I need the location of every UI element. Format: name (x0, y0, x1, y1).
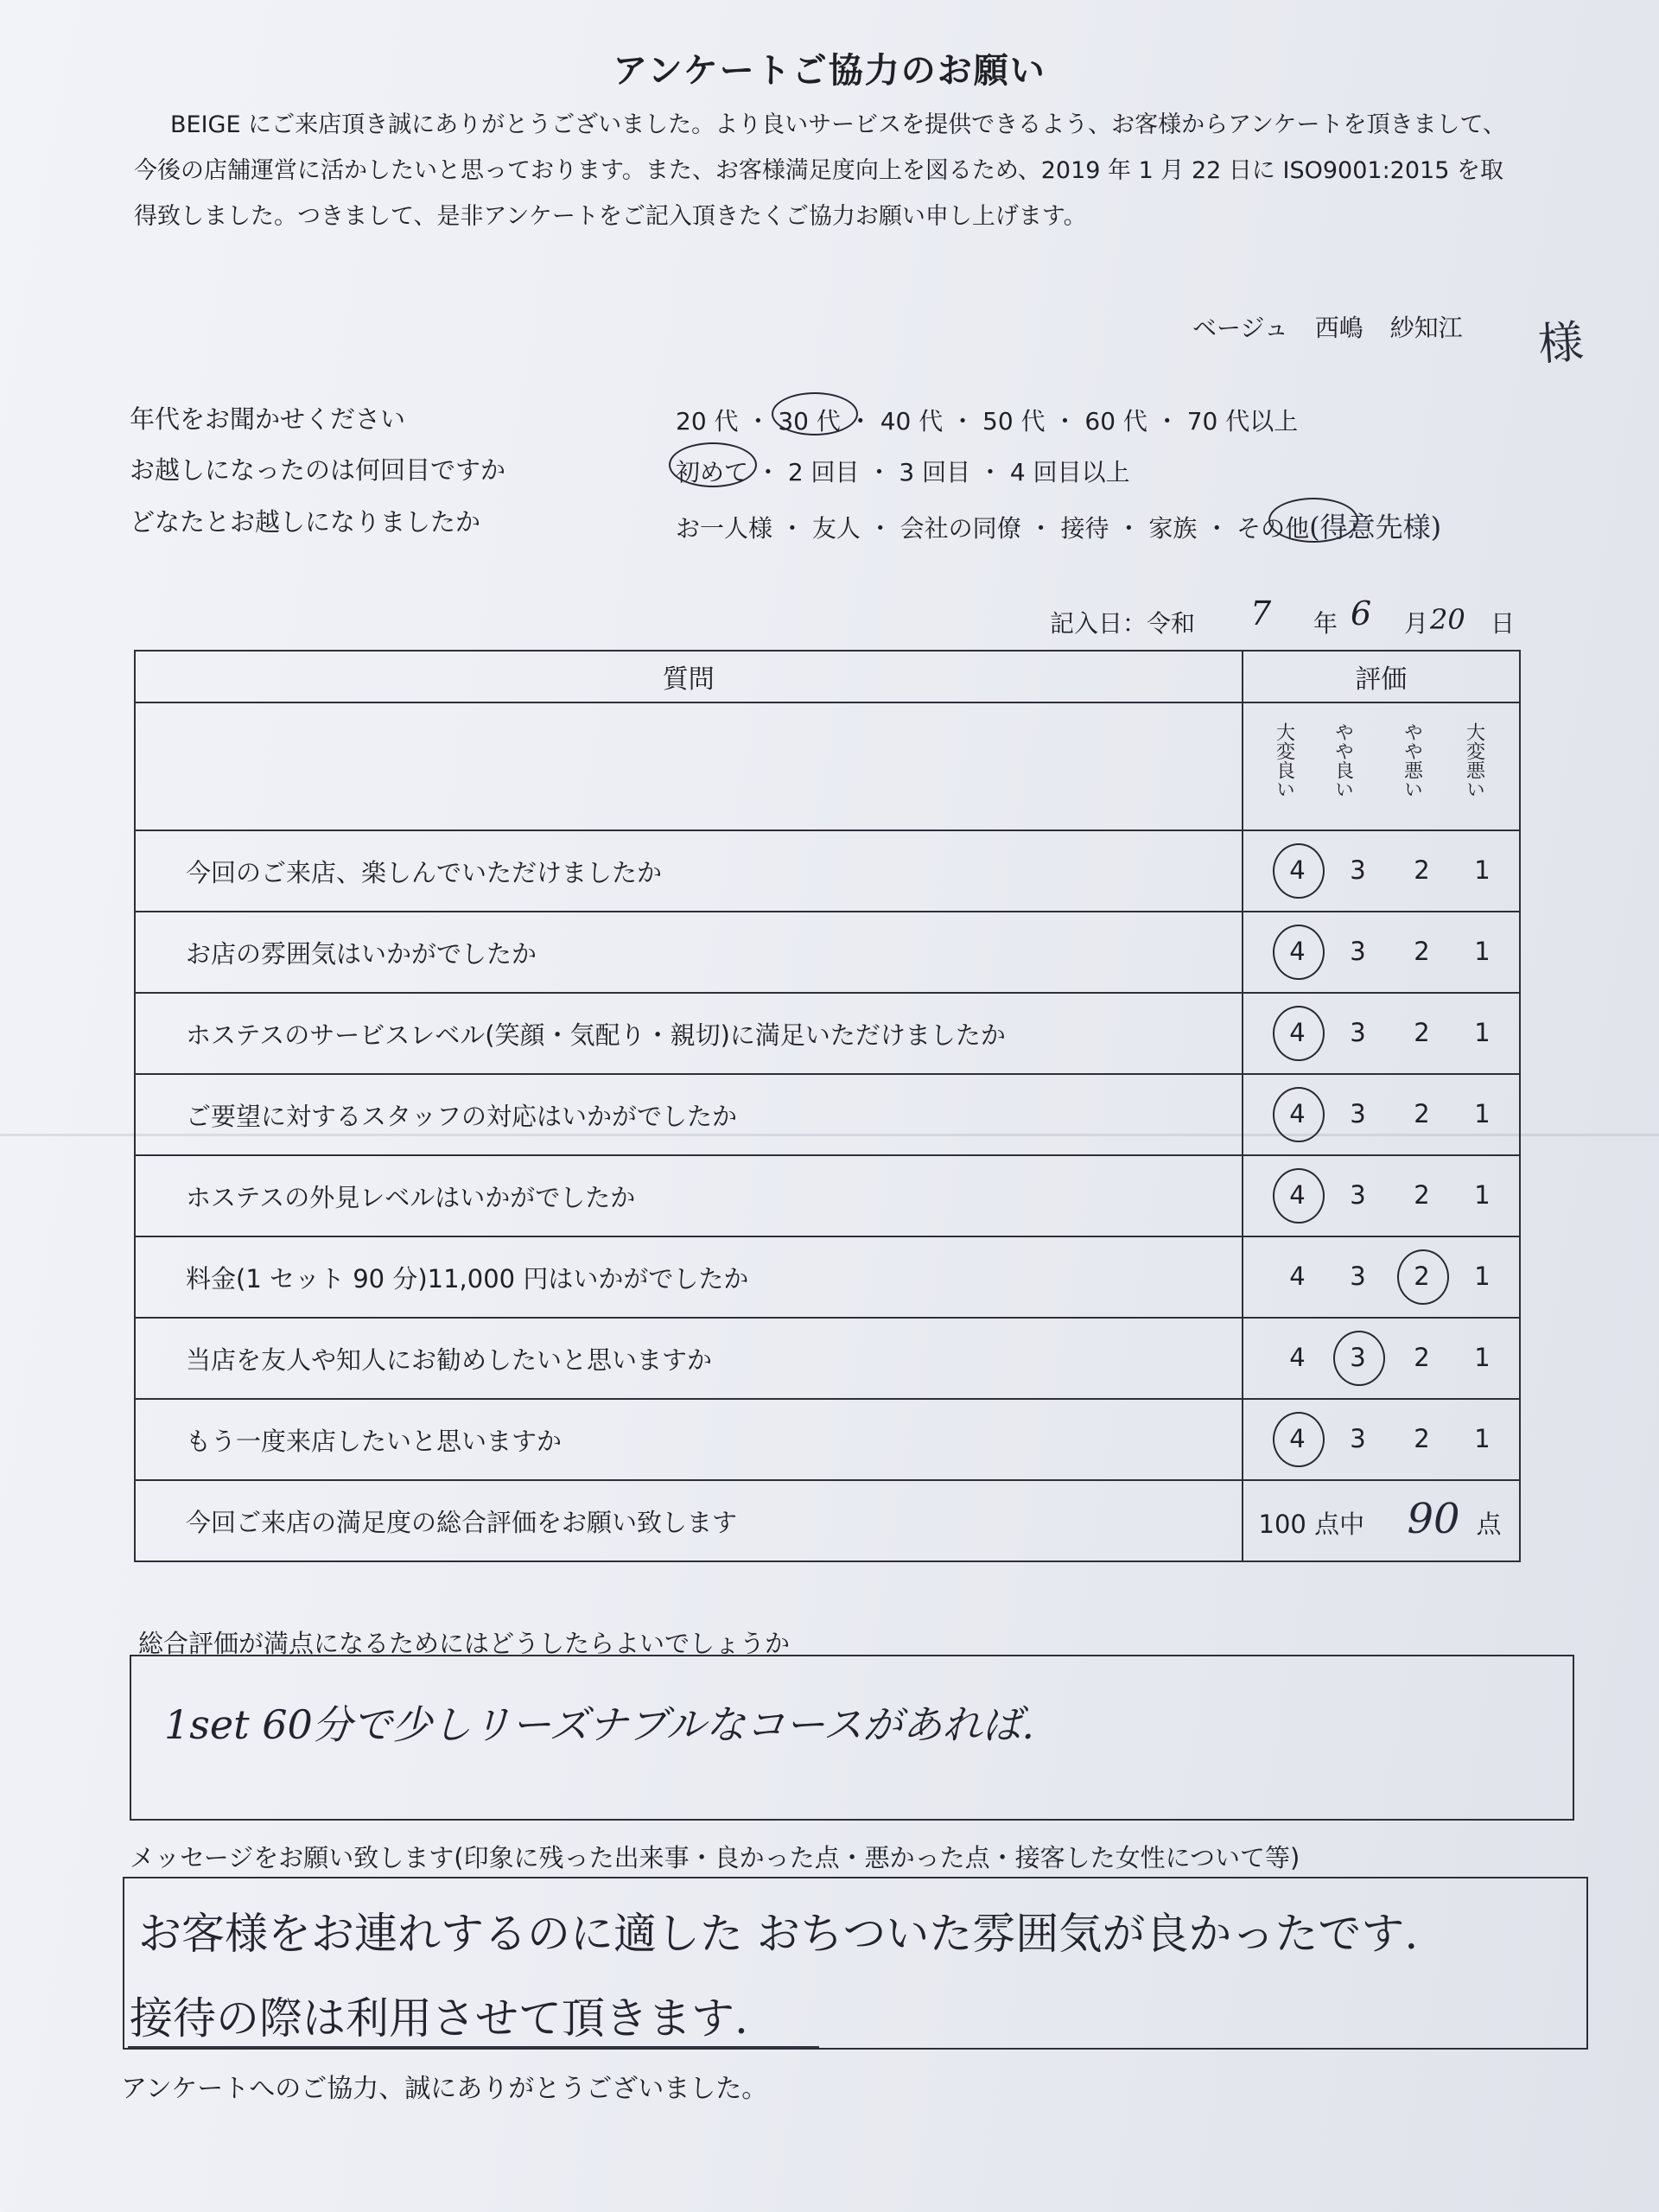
rating-question: もう一度来店したいと思いますか (135, 1399, 1243, 1480)
rating-value: 2 (1414, 855, 1430, 885)
companion-options: お一人様 ・ 友人 ・ 会社の同僚 ・ 接待 ・ 家族 ・ その他(得意先様) (676, 511, 1442, 543)
rating-value: 4 (1289, 1099, 1306, 1128)
companion-option: 家族 (1148, 514, 1198, 543)
rating-question: お店の雰囲気はいかがでしたか (135, 912, 1243, 993)
rating-options (1243, 1155, 1520, 1236)
rating-row (135, 1399, 1520, 1480)
rating-question: 料金(1 セット 90 分)11,000 円はいかがでしたか (135, 1236, 1243, 1318)
rating-value: 1 (1474, 1018, 1491, 1047)
age-option: 40 代 (880, 407, 944, 435)
signature: ベージュ 西嶋 紗知江 (1192, 314, 1463, 342)
rating-value: 1 (1474, 1343, 1491, 1372)
scale-label: 大変悪い (1463, 722, 1485, 798)
rating-value: 2 (1414, 1343, 1430, 1372)
handwritten-sama: 様 (1536, 316, 1586, 372)
selection-circle (1268, 498, 1358, 543)
rating-selection-circle (1397, 1249, 1449, 1305)
rating-value: 4 (1289, 1180, 1306, 1210)
question-header: 質問 (135, 651, 1243, 702)
rating-table (134, 650, 1521, 1562)
companion-option: 接待 (1060, 514, 1109, 543)
visit-count-question: お越しになったのは何回目ですか (130, 455, 506, 485)
visit-option: 2 回目 (787, 458, 860, 486)
rating-value: 2 (1414, 1262, 1430, 1291)
selection-circle (669, 442, 757, 487)
message-underline (128, 2046, 819, 2048)
rating-value: 1 (1474, 1180, 1491, 1210)
rating-value: 1 (1474, 1424, 1491, 1453)
date-month: 6 (1351, 594, 1372, 632)
closing-thanks: アンケートへのご協力、誠にありがとうございました。 (121, 2074, 768, 2104)
rating-options (1243, 993, 1520, 1074)
message-line-2: 接待の際は利用させて頂きます. (130, 1993, 748, 2044)
rating-value: 4 (1289, 1262, 1306, 1291)
rating-selection-circle (1273, 925, 1325, 980)
date-day: 20 (1430, 603, 1465, 636)
other-note-handwritten: (得意先様) (1309, 511, 1442, 543)
rating-row (135, 912, 1520, 993)
rating-value: 4 (1289, 937, 1306, 966)
page-title: アンケートご協力のお願い (613, 51, 1046, 91)
age-option: 70 代以上 (1186, 407, 1299, 435)
rating-options (1243, 912, 1520, 993)
rating-value: 3 (1350, 855, 1366, 885)
rating-row (135, 1318, 1520, 1399)
scale-label: やや悪い (1401, 722, 1423, 798)
visit-count-options: 初めて ・ 2 回目 ・ 3 回目 ・ 4 回目以上 (676, 458, 1130, 486)
rating-value: 2 (1414, 937, 1430, 966)
improve-answer-handwritten: 1set 60分で少しリーズナブルなコースがあれば. (164, 1701, 1034, 1748)
total-score-handwritten: 90 (1407, 1495, 1460, 1543)
rating-value: 3 (1350, 1099, 1366, 1128)
rating-value: 4 (1289, 1018, 1306, 1047)
total-question: 今回ご来店の満足度の総合評価をお願い致します (135, 1480, 1243, 1561)
rating-row (135, 1074, 1520, 1155)
rating-options (1243, 1318, 1520, 1399)
total-score-cell (1243, 1480, 1520, 1561)
selection-circle (772, 392, 858, 435)
rating-header: 評価 (1243, 651, 1520, 702)
month-unit: 月 (1404, 609, 1429, 638)
rating-row (135, 993, 1520, 1074)
rating-value: 1 (1474, 855, 1491, 885)
message-label: メッセージをお願い致します(印象に残った出来事・良かった点・悪かった点・接客した女性について等) (130, 1843, 1300, 1872)
rating-options (1243, 1074, 1520, 1155)
rating-value: 4 (1289, 1343, 1306, 1372)
companion-question: どなたとお越しになりましたか (130, 507, 481, 537)
rating-question: ご要望に対するスタッフの対応はいかがでしたか (135, 1074, 1243, 1155)
intro-paragraph: BEIGE にご来店頂き誠にありがとうございました。より良いサービスを提供できるよう、お客様からアンケートを頂きまして、今後の店舗運営に活かしたいと思っております。また、お客様満足度向上を図るため、2019 年 1 月 22 日に ISO9001:2015 を取得致しました。つきまして、是非アンケートをご記入頂きたくご協力お願い申し上げます。 (134, 111, 1506, 230)
rating-value: 1 (1474, 937, 1491, 966)
rating-value: 3 (1350, 1343, 1366, 1372)
blank-header-cell (135, 702, 1243, 830)
rating-value: 4 (1289, 1424, 1306, 1453)
total-label: 100 点中 (1258, 1510, 1365, 1539)
rating-value: 4 (1289, 855, 1306, 885)
rating-scale-labels (1243, 702, 1520, 830)
rating-selection-circle (1273, 1412, 1325, 1467)
rating-options (1243, 1236, 1520, 1318)
visit-option: 4 回目以上 (1009, 458, 1130, 486)
age-option-selected: 30 代 (778, 407, 841, 435)
rating-value: 3 (1350, 1018, 1366, 1047)
companion-option: 会社の同僚 (899, 514, 1021, 543)
rating-row (135, 1155, 1520, 1236)
entry-date (1050, 594, 1516, 639)
visit-option-selected: 初めて (676, 458, 749, 486)
rating-selection-circle (1273, 1087, 1325, 1142)
rating-question: ホステスの外見レベルはいかがでしたか (135, 1155, 1243, 1236)
improve-label: 総合評価が満点になるためにはどうしたらよいでしょうか (138, 1629, 791, 1658)
rating-value: 2 (1414, 1099, 1430, 1128)
day-unit: 日 (1491, 609, 1516, 638)
year-unit: 年 (1313, 609, 1338, 638)
total-unit: 点 (1476, 1510, 1502, 1539)
visit-option: 3 回目 (899, 458, 971, 486)
age-option: 20 代 (676, 407, 739, 435)
message-line-1: お客様をお連れするのに適した おちついた雰囲気が良かったです. (138, 1909, 1419, 1959)
rating-row (135, 830, 1520, 912)
rating-selection-circle (1273, 1006, 1325, 1061)
rating-options (1243, 830, 1520, 912)
rating-value: 1 (1474, 1262, 1491, 1291)
rating-value: 1 (1474, 1099, 1491, 1128)
companion-option-selected: その他 (1236, 514, 1310, 543)
scale-label: 大変良い (1273, 722, 1295, 798)
rating-value: 3 (1350, 1180, 1366, 1210)
rating-question: ホステスのサービスレベル(笑顔・気配り・親切)に満足いただけましたか (135, 993, 1243, 1074)
rating-selection-circle (1273, 1168, 1325, 1224)
rating-question: 当店を友人や知人にお勧めしたいと思いますか (135, 1318, 1243, 1399)
rating-selection-circle (1273, 843, 1325, 899)
date-year: 7 (1250, 594, 1272, 632)
rating-options (1243, 1399, 1520, 1480)
companion-option: お一人様 (676, 514, 773, 543)
rating-value: 2 (1414, 1424, 1430, 1453)
rating-value: 2 (1414, 1018, 1430, 1047)
age-question: 年代をお聞かせください (130, 404, 406, 434)
companion-option: 友人 (811, 514, 861, 543)
rating-selection-circle (1333, 1331, 1385, 1386)
rating-value: 2 (1414, 1180, 1430, 1210)
rating-value: 3 (1350, 1262, 1366, 1291)
scale-label: やや良い (1332, 722, 1354, 798)
date-label: 記入日：令和 (1050, 609, 1196, 638)
rating-row (135, 1236, 1520, 1318)
rating-value: 3 (1350, 1424, 1366, 1453)
rating-question: 今回のご来店、楽しんでいただけましたか (135, 830, 1243, 912)
rating-value: 3 (1350, 937, 1366, 966)
age-option: 50 代 (982, 407, 1046, 435)
age-option: 60 代 (1084, 407, 1147, 435)
age-options: 20 代 ・ 30 代 ・ 40 代 ・ 50 代 ・ 60 代 ・ 70 代以上 (676, 407, 1299, 435)
